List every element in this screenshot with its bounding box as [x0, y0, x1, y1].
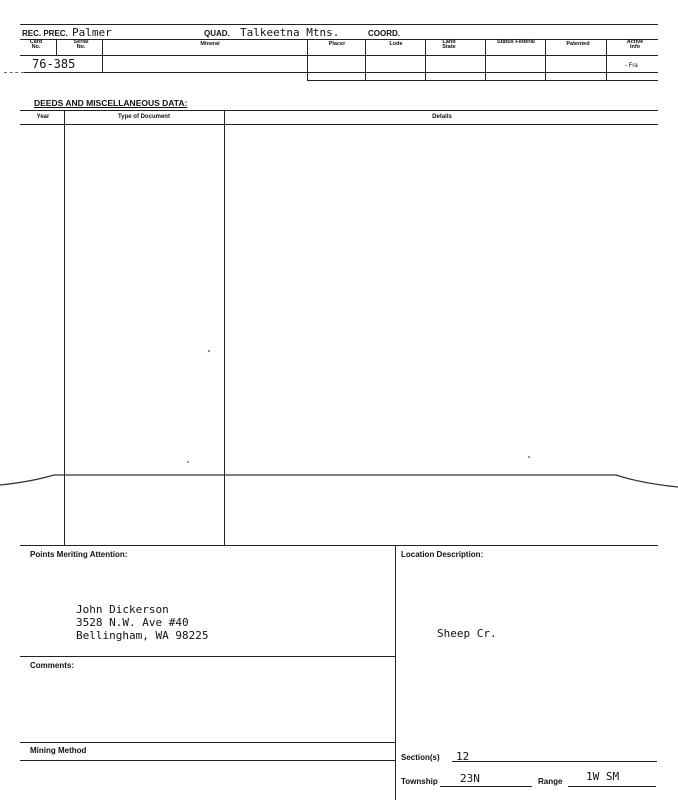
comments-top-rule: [20, 656, 395, 657]
speck: [528, 456, 530, 458]
header-top-rule: [20, 24, 658, 25]
col-serial: Serial No.: [73, 39, 89, 50]
col-active-info: Active Info: [626, 39, 644, 50]
table1-divider: [606, 39, 607, 80]
coord-label: COORD.: [368, 29, 400, 38]
deeds-header-rule: [20, 124, 658, 125]
deeds-col-type: Type of Document: [118, 114, 170, 120]
col-patented: Patented: [566, 41, 590, 47]
table1-divider: [365, 39, 366, 80]
address-line: 3528 N.W. Ave #40: [76, 616, 189, 629]
col-placer: Placer: [328, 41, 346, 47]
mining-bottom-rule: [20, 760, 395, 761]
deeds-col-details: Details: [432, 114, 452, 120]
header-bottom-rule: [20, 39, 658, 40]
table1-divider: [545, 39, 546, 80]
active-info-mark: - Fra: [625, 63, 638, 69]
township-label: Township: [401, 777, 438, 786]
table1-divider: [485, 39, 486, 80]
address-line: Bellingham, WA 98225: [76, 629, 209, 642]
section-rule: [452, 761, 657, 762]
rec-prec-label: REC. PREC.: [22, 29, 68, 38]
mining-method-label: Mining Method: [30, 746, 87, 755]
table1-bottom-tick: [4, 72, 24, 73]
col-mineral: Mineral: [200, 41, 220, 47]
table1-bottom-rule: [24, 72, 658, 73]
speck: [208, 350, 210, 352]
col-card: Card No.: [29, 39, 43, 50]
table1-divider: [425, 39, 426, 80]
table1-right-bottom-rule: [307, 80, 658, 81]
comments-label: Comments:: [30, 661, 75, 670]
deeds-top-rule: [20, 110, 658, 111]
fold-line: [0, 465, 678, 495]
location-value: Sheep Cr.: [437, 627, 497, 640]
address-line: John Dickerson: [76, 603, 169, 616]
col-land-state: Land State: [442, 39, 456, 50]
points-label: Points Meriting Attention:: [30, 550, 128, 559]
deeds-title: DEEDS AND MISCELLANEOUS DATA:: [34, 98, 188, 108]
col-status-federal: Status Federal: [497, 39, 535, 45]
deeds-col-year: Year: [36, 114, 50, 120]
location-label: Location Description:: [401, 550, 484, 559]
col-lode: Lode: [389, 41, 403, 47]
rec-prec-value: Palmer: [72, 26, 112, 39]
range-label: Range: [538, 777, 563, 786]
section-label: Section(s): [401, 753, 440, 762]
table1-divider: [102, 39, 103, 72]
points-address: [76, 603, 208, 642]
range-value: 1W SM: [586, 770, 620, 783]
card-serial-value: 76-385: [32, 57, 76, 71]
table1-divider: [56, 39, 57, 55]
table1-header-rule: [20, 55, 658, 56]
bottom-section-divider: [395, 545, 396, 800]
range-rule: [568, 786, 656, 787]
township-value: 23N: [460, 772, 480, 785]
quad-value: Talkeetna Mtns.: [240, 26, 340, 39]
table1-divider: [307, 39, 308, 80]
bottom-section-top-rule: [20, 545, 658, 546]
quad-label: QUAD.: [204, 29, 230, 38]
mining-top-rule: [20, 742, 395, 743]
section-value: 12: [456, 750, 470, 763]
speck: [187, 461, 189, 463]
township-rule: [440, 786, 532, 787]
